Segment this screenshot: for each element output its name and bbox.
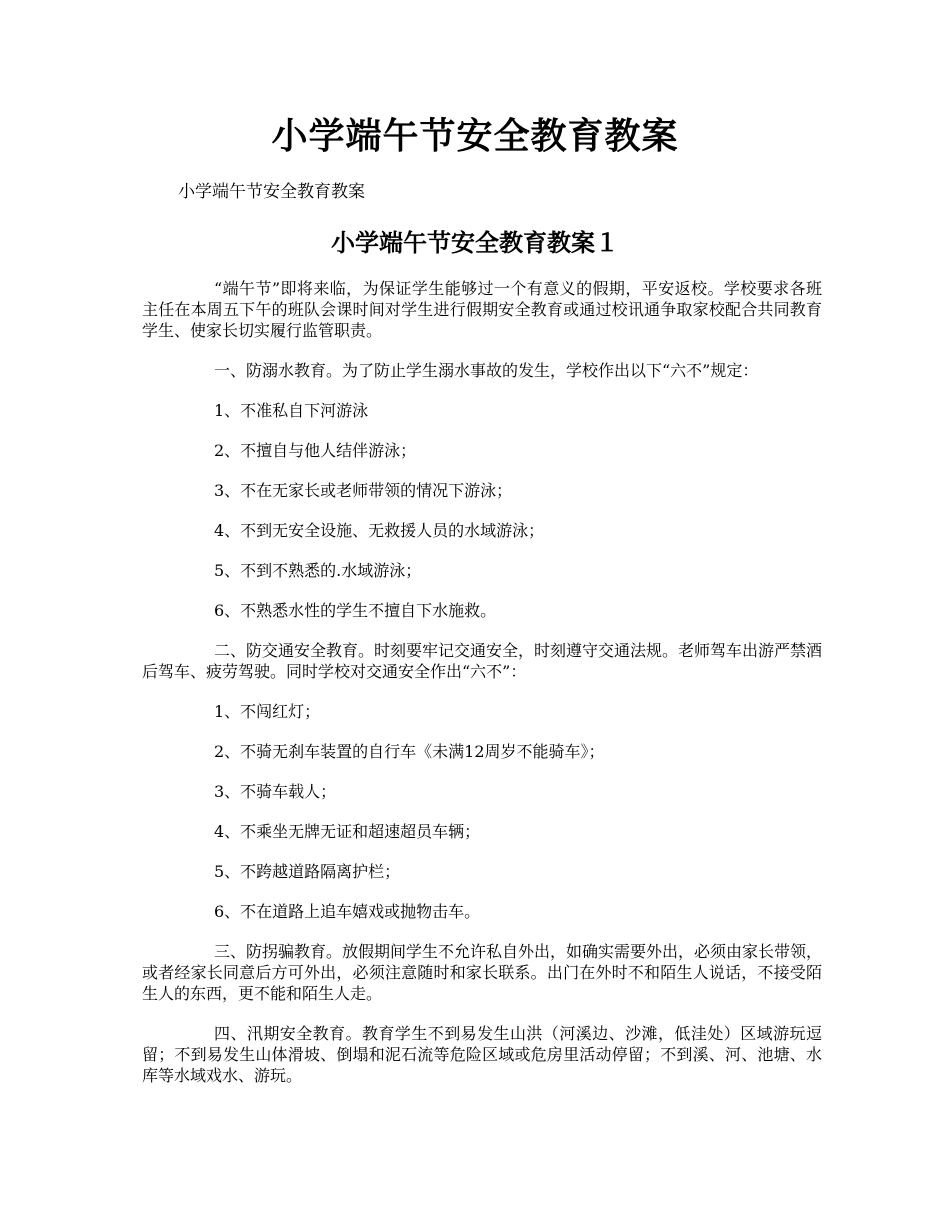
list-item: 6、不熟悉水性的学生不擅自下水施救。 — [214, 601, 497, 620]
drowning-prevention-heading: 一、防溺水教育。为了防止学生溺水事故的发生，学校作出以下“六不”规定： — [214, 361, 759, 380]
list-item: 5、不跨越道路隔离护栏； — [214, 862, 401, 881]
document-title: 小学端午节安全教育教案 — [271, 115, 679, 157]
flood-season-safety-paragraph: 四、汛期安全教育。教育学生不到易发生山洪（河溪边、沙滩，低洼处）区域游玩逗留；不到易发生山体滑坡、倒塌和泥石流等危险区域或危房里活动停留；不到溪、河、池塘、水库等水域戏水、游玩。 — [142, 1024, 822, 1085]
list-item: 1、不闯红灯； — [214, 702, 321, 721]
traffic-safety-heading: 二、防交通安全教育。时刻要牢记交通安全，时刻遵守交通法规。老师驾车出游严禁酒后驾车、疲劳驾驶。同时学校对交通安全作出“六不”： — [142, 641, 823, 681]
list-item: 4、不乘坐无牌无证和超速超员车辆； — [214, 822, 481, 841]
abduction-prevention-paragraph: 三、防拐骗教育。放假期间学生不允许私自外出，如确实需要外出，必须由家长带领，或者经家长同意后方可外出，必须注意随时和家长联系。出门在外时不和陌生人说话，不接受陌生人的东西，更不能和陌生人走。 — [142, 942, 823, 1003]
list-item: 3、不在无家长或老师带领的情况下游泳； — [214, 481, 513, 500]
list-item: 4、不到无安全设施、无救援人员的水域游泳； — [214, 521, 545, 540]
document-body — [142, 278, 822, 1105]
section-heading: 小学端午节安全教育教案１ — [331, 228, 619, 257]
list-item: 3、不骑车载人； — [214, 782, 337, 801]
intro-paragraph: “端午节”即将来临，为保证学生能够过一个有意义的假期，平安返校。学校要求各班主任在本周五下午的班队会课时间对学生进行假期安全教育或通过校讯通争取家校配合共同教育学生、使家长切实履行监管职责。 — [142, 279, 822, 340]
list-item: 1、不准私自下河游泳 — [214, 401, 369, 420]
list-item: 5、不到不熟悉的.水域游泳； — [214, 561, 422, 580]
list-item: 2、不骑无刹车装置的自行车《未满12周岁不能骑车》； — [214, 742, 605, 761]
list-item: 6、不在道路上追车嬉戏或抛物击车。 — [214, 902, 481, 921]
list-item: 2、不擅自与他人结伴游泳； — [214, 441, 417, 460]
document-subtitle: 小学端午节安全教育教案 — [178, 182, 365, 202]
